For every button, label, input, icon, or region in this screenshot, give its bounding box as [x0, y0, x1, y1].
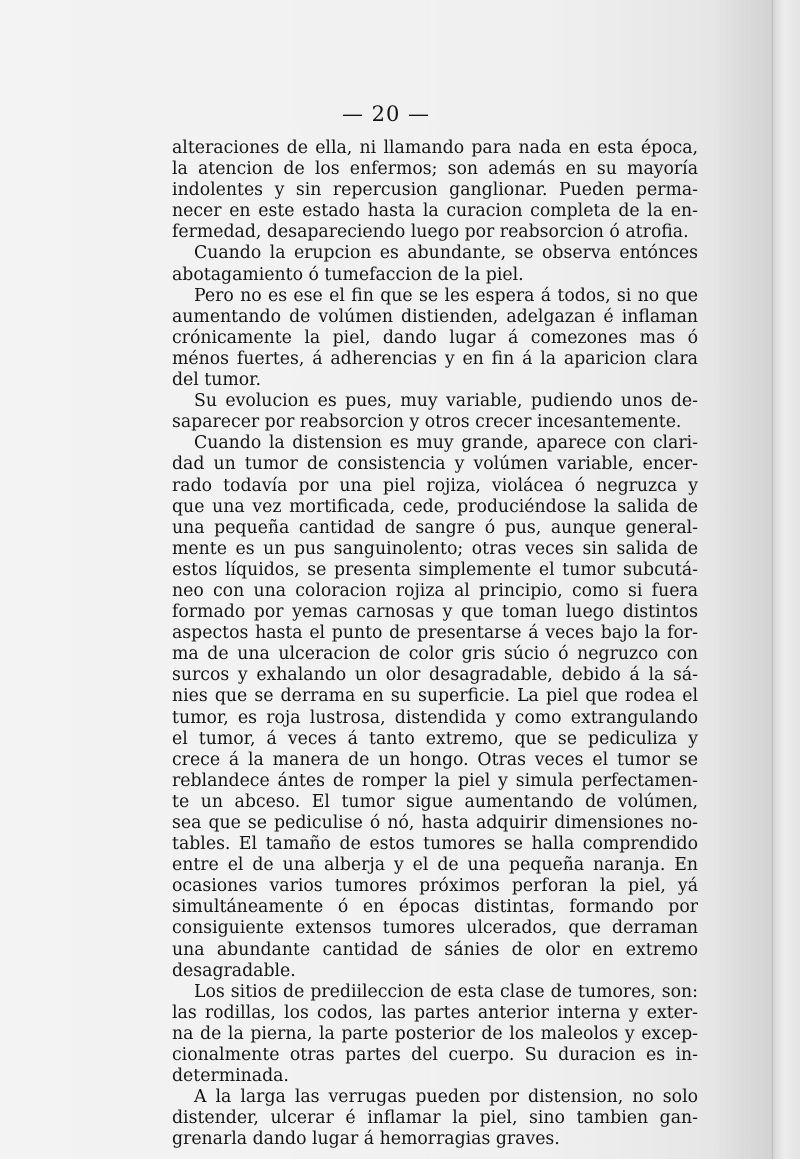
text-line: neo con una coloracion rojiza al principio, como si fuera	[172, 580, 698, 601]
text-line: aspectos hasta el punto de presentarse á veces bajo la for-	[172, 623, 698, 644]
text-line: Cuando la erupcion es abundante, se observa entónces	[194, 243, 698, 264]
text-line: rado todavía por una piel rojiza, violácea ó negruzca y	[172, 475, 698, 496]
text-line: mente es un pus sanguinolento; otras veces sin salida de	[172, 538, 698, 559]
text-line: alteraciones de ella, ni llamando para nada en esta época,	[172, 138, 698, 158]
text-line: Su evolucion es pues, muy variable, pudiendo unos de-	[194, 391, 698, 412]
text-line: las rodillas, los codos, las partes anterior interna y exter-	[172, 1002, 698, 1023]
text-line: la atencion de los enfermos; son además en su mayoría	[172, 159, 698, 180]
text-line: distender, ulcerar é inflamar la piel, sino tambien gan-	[172, 1108, 698, 1129]
page-edge	[772, 0, 800, 1159]
text-line: ma de una ulceracion de color gris súcio ó negruzco con	[172, 644, 698, 665]
text-line: Cuando la distension es muy grande, aparece con clari-	[194, 433, 698, 454]
text-line: A la larga las verrugas pueden por distension, no solo	[194, 1087, 698, 1108]
text-line: nies que se derrama en su superficie. La piel que rodea el	[172, 686, 698, 707]
text-line: el tumor, á veces á tanto extremo, que se pediculiza y	[172, 728, 698, 749]
text-line: tumor, es roja lustrosa, distendida y como extrangulando	[172, 707, 698, 728]
text-line: una pequeña cantidad de sangre ó pus, aunque general-	[172, 517, 698, 538]
text-line: simultáneamente ó en épocas distintas, formando por	[172, 897, 698, 918]
body-text	[172, 138, 698, 1151]
text-line: que una vez mortificada, cede, produciéndose la salida de	[172, 496, 698, 517]
text-line: surcos y exhalando un olor desagradable, debido á la sá-	[172, 665, 698, 686]
text-line: dad un tumor de consistencia y volúmen variable, encer-	[172, 454, 698, 475]
page-number: — 20 —	[341, 102, 431, 126]
text-line: grenarla dando lugar á hemorragias graves.	[172, 1129, 560, 1150]
text-line: cionalmente otras partes del cuerpo. Su duracion es in-	[172, 1045, 698, 1066]
text-line: te un abceso. El tumor sigue aumentando de volúmen,	[172, 791, 698, 812]
text-line: del tumor.	[172, 370, 262, 391]
text-line: indolentes y sin repercusion ganglionar. Pueden perma-	[172, 180, 698, 201]
text-line: una abundante cantidad de sánies de olor en extremo	[172, 939, 698, 960]
text-line: necer en este estado hasta la curacion completa de la en-	[172, 201, 698, 222]
text-line: fermedad, desapareciendo luego por reabsorcion ó atrofia.	[172, 222, 689, 243]
text-line: determinada.	[172, 1066, 289, 1087]
text-line: Pero no es ese el fin que se les espera á todos, si no que	[194, 285, 698, 306]
text-line: aumentando de volúmen distienden, adelgazan é inflaman	[172, 306, 698, 327]
text-line: desagradable.	[172, 960, 296, 981]
text-line: crónicamente la piel, dando lugar á comezones mas ó	[172, 327, 698, 348]
text-line: entre el de una alberja y el de una pequeña naranja. En	[172, 855, 698, 876]
text-line: tables. El tamaño de estos tumores se halla comprendido	[172, 834, 698, 855]
text-line: formado por yemas carnosas y que toman luego distintos	[172, 602, 698, 623]
text-line: estos líquidos, se presenta simplemente el tumor subcutá-	[172, 559, 698, 580]
text-line: reblandece ántes de romper la piel y simula perfectamen-	[172, 770, 698, 791]
text-line: saparecer por reabsorcion y otros crecer incesantemente.	[172, 412, 682, 433]
text-line: Los sitios de prediileccion de esta clase de tumores, son:	[194, 981, 698, 1002]
text-line: abotagamiento ó tumefaccion de la piel.	[172, 264, 524, 285]
text-line: ménos fuertes, á adherencias y en fin á la aparicion clara	[172, 348, 698, 369]
text-line: consiguiente extensos tumores ulcerados, que derraman	[172, 918, 698, 939]
text-line: crece á la manera de un hongo. Otras veces el tumor se	[172, 749, 698, 770]
text-line: ocasiones varios tumores próximos perforan la piel, yá	[172, 876, 698, 897]
text-line: na de la pierna, la parte posterior de los maleolos y excep-	[172, 1023, 698, 1044]
text-line: sea que se pediculise ó nó, hasta adquirir dimensiones no-	[172, 813, 698, 833]
